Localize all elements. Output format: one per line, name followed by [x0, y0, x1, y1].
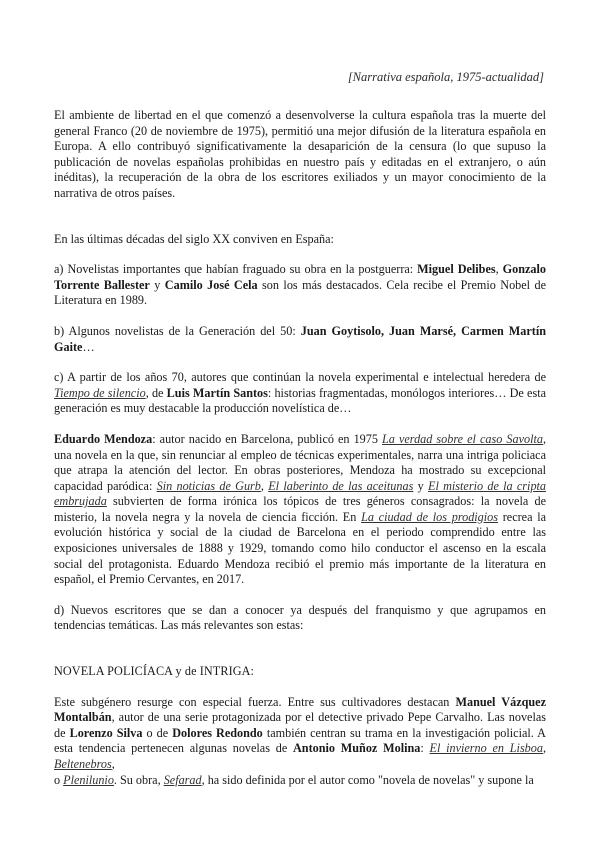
author-name: Antonio Muñoz Molina	[293, 741, 421, 756]
book-title-link[interactable]: La ciudad de los prodigios	[361, 509, 499, 524]
author-name: Miguel Delibes	[417, 262, 496, 277]
author-name: Luis Martín Santos	[166, 385, 268, 400]
book-title-link[interactable]: Plenilunio	[63, 772, 114, 787]
book-title-link[interactable]: Sin noticias de Gurb	[156, 478, 261, 493]
lead-paragraph: En las últimas décadas del siglo XX conviven en España:	[54, 231, 334, 246]
mendoza-paragraph: Eduardo Mendoza: autor nacido en Barcelona, publicó en 1975 La verdad sobre el caso Savolta, una novela en la que, sin renunciar al empleo de técnicas experimentales, narra una intriga policiaca que atrapa la atención del lector. En obras posteriores, Mendoza ha mostrado su excepcional capacidad paródica: Sin noticias de Gurb, El laberinto de las aceitunas y El misterio de la cripta embrujada subvierten de forma irónica los tópicos de tres géneros consagrados: la novela de misterio, la novela negra y la novela de ciencia ficción. En La ciudad de los prodigios recrea la evolución histórica y social de la ciudad de Barcelona en el periodo comprendido entre las exposiciones universales de 1888 y 1929, tomando como hilo conductor el ascenso en la escala social del protagonista. Eduardo Mendoza recibió el premio más importante de la literatura en español, el Premio Cervantes, en 2017.	[54, 431, 547, 587]
author-name: Camilo José Cela	[164, 277, 258, 292]
document-body	[54, 108, 546, 788]
section-heading: NOVELA POLICÍACA y de INTRIGA:	[54, 664, 255, 679]
document-header: [Narrativa española, 1975-actualidad]	[347, 70, 544, 84]
intro-paragraph: El ambiente de libertad en el que comenzó a desenvolverse la cultura española tras la muerte del general Franco (20 de noviembre de 1975), permitió una mejor difusión de la literatura española en Europa. A ello contribuyó significativamente la desaparición de la censura (lo que supuso la publicación de novelas españolas prohibidas en nuestro país y editadas en el extranjero, o aún inéditas), la recuperación de la obra de los escritores exiliados y un mayor conocimiento de la narrativa de otros países.	[54, 108, 546, 200]
author-name: Eduardo Mendoza	[54, 431, 153, 446]
author-name: Gonzalo Torrente Ballester	[54, 262, 546, 292]
section-a-paragraph: a) Novelistas importantes que habían fraguado su obra en la postguerra: Miguel Delibes, Gonzalo Torrente Ballester y Camilo José Cela son los más destacados. Cela recibe el Premio Nobel de Literatura en 1989.	[54, 262, 547, 308]
section-d-paragraph: d) Nuevos escritores que se dan a conocer ya después del franquismo y que agrupamos en tendencias temáticas. Las más relevantes son estas:	[54, 602, 546, 633]
book-title-link[interactable]: Tiempo de silencio	[54, 385, 146, 400]
book-title-link[interactable]: El laberinto de las aceitunas	[268, 478, 414, 493]
author-name: Manuel Vázquez Montalbán	[54, 694, 546, 725]
book-title-link[interactable]: Beltenebros	[54, 757, 112, 771]
book-title-link[interactable]: El misterio de la cripta embrujada	[54, 478, 547, 509]
section-c-paragraph: c) A partir de los años 70, autores que continúan la novela experimental e intelectual heredera de Tiempo de silencio, de Luis Martín Santos: historias fragmentadas, monólogos interiores… De esta generación es muy destacable la producción novelística de…	[54, 370, 546, 416]
book-title-link[interactable]: Sefarad	[163, 772, 202, 787]
author-names: Juan Goytisolo, Juan Marsé, Carmen Martín Gaite	[54, 323, 546, 354]
section-b-paragraph: b) Algunos novelistas de la Generación del 50: Juan Goytisolo, Juan Marsé, Carmen Martín Gaite…	[54, 323, 546, 354]
author-name: Lorenzo Silva	[69, 725, 143, 740]
policiaca-paragraph: Este subgénero resurge con especial fuerza. Entre sus cultivadores destacan Manuel Vázquez Montalbán, autor de una serie protagonizada por el detective privado Pepe Carvalho. Las novelas de Lorenzo Silva o de Dolores Redondo también centran su trama en la investigación policial. A esta tendencia pertenecen algunas novelas de Antonio Muñoz Molina: El invierno en Lisboa, Beltenebros,	[54, 694, 547, 771]
author-name: Dolores Redondo	[172, 725, 263, 740]
policiaca-paragraph-cont: o Plenilunio. Su obra, Sefarad, ha sido definida por el autor como "novela de novelas" y supone la	[54, 772, 534, 787]
book-title-link[interactable]: La verdad sobre el caso Savolta	[382, 431, 543, 446]
book-title-link[interactable]: El invierno en Lisboa	[429, 741, 543, 756]
